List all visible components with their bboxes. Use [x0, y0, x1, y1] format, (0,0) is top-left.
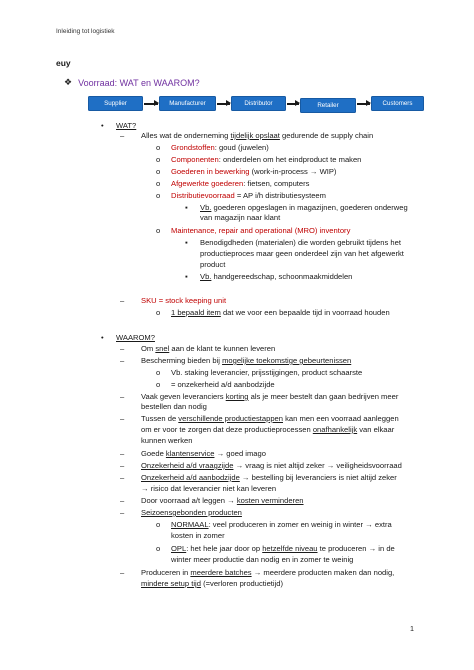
square-bullet-icon: ▪	[185, 203, 188, 212]
mro-desc: Benodigdheden (materialen) die worden gebruikt tijdens het	[200, 238, 401, 247]
dash-bullet-icon: –	[120, 131, 125, 140]
dash-bullet-icon: –	[120, 449, 125, 458]
dash-bullet-icon: –	[120, 496, 125, 505]
dash-bullet-icon: –	[120, 414, 125, 423]
sku-desc: 1 bepaald item dat we voor een bepaalde tijd in voorraad houden	[171, 308, 390, 317]
distributie-example: Vb. goederen opgeslagen in magazijnen, goederen onderweg	[200, 203, 408, 212]
wat-heading: WAT?	[116, 121, 137, 130]
waarom-10: Produceren in meerdere batches → meerdere producten maken dan nodig,	[141, 568, 395, 577]
wat-item-grondstoffen: Grondstoffen: goud (juwelen)	[171, 143, 269, 152]
mro-desc-3: product	[200, 260, 226, 269]
circle-bullet-icon: o	[156, 308, 161, 317]
square-bullet-icon: ▪	[185, 272, 188, 281]
mro-desc-2: productieproces maar geen onderdeel zijn van het afgewerkt	[200, 249, 404, 258]
circle-bullet-icon: o	[156, 167, 161, 176]
waarom-9-normaal-cont: kosten in zomer	[171, 531, 225, 540]
wat-item-mro: Maintenance, repair and operational (MRO) inventory	[171, 226, 351, 235]
waarom-7: Onzekerheid a/d aanbodzijde → bestelling bij leveranciers is niet altijd zeker	[141, 473, 397, 482]
chain-box-retailer: Retailer	[300, 98, 356, 113]
circle-bullet-icon: o	[156, 143, 161, 152]
waarom-9-opl-cont: winter meer productie dan nodig en in zomer te weinig	[171, 555, 354, 564]
waarom-1: Om snel aan de klant te kunnen leveren	[141, 344, 276, 353]
dash-bullet-icon: –	[120, 568, 125, 577]
waarom-7-cont: → risico dat leverancier niet kan leveren	[141, 484, 277, 493]
waarom-2-note: = onzekerheid a/d aanbodzijde	[171, 380, 275, 389]
square-bullet-icon: ▪	[185, 238, 188, 247]
chain-box-supplier: Supplier	[88, 96, 143, 111]
marker-text: euy	[56, 58, 71, 68]
wat-item-afgewerkt: Afgewerkte goederen: fietsen, computers	[171, 179, 310, 188]
waarom-heading: WAAROM?	[116, 333, 155, 342]
dash-bullet-icon: –	[120, 356, 125, 365]
wat-item-distributie: Distributievoorraad = AP i/h distributiesysteem	[171, 191, 326, 200]
circle-bullet-icon: o	[156, 155, 161, 164]
waarom-3: Vaak geven leveranciers korting als je meer bestelt dan gaan bedrijven meer	[141, 392, 399, 401]
wat-intro: Alles wat de onderneming tijdelijk opslaat gedurende de supply chain	[141, 131, 374, 140]
chain-arrow-icon	[287, 103, 299, 105]
chain-box-customers: Customers	[371, 96, 424, 111]
circle-bullet-icon: o	[156, 544, 161, 553]
chain-arrow-icon	[357, 103, 370, 105]
chain-box-distributor: Distributor	[231, 96, 286, 111]
dash-bullet-icon: –	[120, 473, 125, 482]
section-title-text: Voorraad: WAT en WAAROM?	[78, 77, 200, 88]
supply-chain-diagram	[88, 92, 418, 116]
dash-bullet-icon: –	[120, 344, 125, 353]
bullet-dot-icon: •	[101, 121, 104, 130]
waarom-5: Goede klantenservice → goed imago	[141, 449, 266, 458]
waarom-10-cont: mindere setup tijd (=verloren productietijd)	[141, 579, 284, 588]
dash-bullet-icon: –	[120, 296, 125, 305]
chain-box-manufacturer: Manufacturer	[159, 96, 216, 111]
waarom-4-cont2: kunnen werken	[141, 436, 193, 445]
waarom-4-cont: om er voor te zorgen dat deze productieprocessen onafhankelijk van elkaar	[141, 425, 395, 434]
mro-example: Vb. handgereedschap, schoonmaakmiddelen	[200, 272, 353, 281]
waarom-4: Tussen de verschillende productiestappen kan men een voorraad aanleggen	[141, 414, 399, 423]
circle-bullet-icon: o	[156, 226, 161, 235]
waarom-2-example: Vb. staking leverancier, prijsstijgingen, product schaarste	[171, 368, 363, 377]
circle-bullet-icon: o	[156, 368, 161, 377]
waarom-6: Onzekerheid a/d vraagzijde → vraag is niet altijd zeker → veiligheidsvoorraad	[141, 461, 402, 470]
bullet-dot-icon: •	[101, 333, 104, 342]
page-number: 1	[410, 624, 414, 633]
circle-bullet-icon: o	[156, 191, 161, 200]
circle-bullet-icon: o	[156, 520, 161, 529]
dash-bullet-icon: –	[120, 461, 125, 470]
distributie-example-cont: van magazijn naar klant	[200, 213, 281, 222]
waarom-2: Bescherming bieden bij mogelijke toekomstige gebeurtenissen	[141, 356, 352, 365]
circle-bullet-icon: o	[156, 380, 161, 389]
waarom-3-cont: bestellen dan nodig	[141, 402, 207, 411]
wat-item-wip: Goederen in bewerking (work-in-process → WIP)	[171, 167, 337, 176]
diamond-bullet-icon: ❖	[64, 77, 73, 87]
section-title	[64, 77, 200, 88]
dash-bullet-icon: –	[120, 392, 125, 401]
waarom-9-normaal: NORMAAL: veel produceren in zomer en weinig in winter → extra	[171, 520, 392, 529]
wat-item-componenten: Componenten: onderdelen om het eindproduct te maken	[171, 155, 362, 164]
dash-bullet-icon: –	[120, 508, 125, 517]
chain-arrow-icon	[144, 103, 158, 105]
waarom-9-opl: OPL: het hele jaar door op hetzelfde niveau te produceren → in de	[171, 544, 395, 553]
chain-arrow-icon	[217, 103, 230, 105]
sku-line: SKU = stock keeping unit	[141, 296, 227, 305]
page-header: Inleiding tot logistiek	[56, 28, 115, 35]
circle-bullet-icon: o	[156, 179, 161, 188]
waarom-8: Door voorraad a/t leggen → kosten verminderen	[141, 496, 304, 505]
waarom-9: Seizoensgebonden producten	[141, 508, 242, 517]
